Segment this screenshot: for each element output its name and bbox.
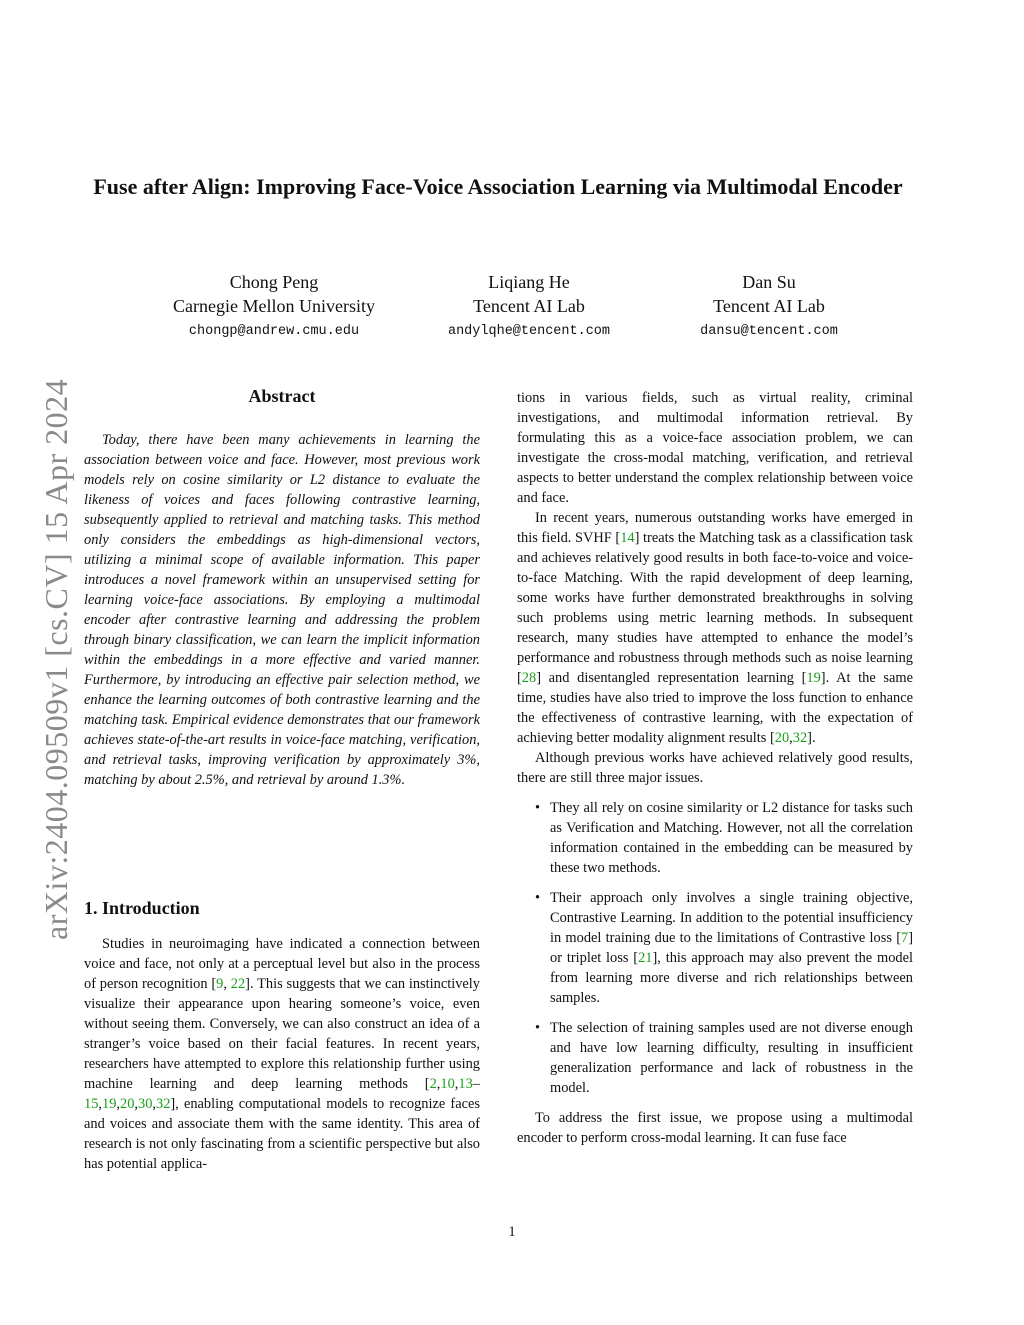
citation-link[interactable]: 10: [440, 1076, 455, 1092]
section-heading-introduction: 1. Introduction: [84, 898, 200, 918]
author: [404, 270, 654, 339]
author: [144, 270, 404, 339]
abstract-text: Today, there have been many achievements in learning the association between voice and face. However, most previous work models rely on cosine similarity or L2 distance to evaluate the likeness of voices and faces following contrastive learning, subsequently applied to retrieval and matching tasks. This method only considers the embeddings as high-dimensional vectors, utilizing a minimal scope of available information. This paper introduces a novel framework within an unsupervised setting for learning voice-face associations. By employing a multimodal encoder after contrastive learning and addressing the problem through binary classification, we can learn the implicit information within the embeddings in a more effective and varied manner. Furthermore, by introducing an effective pair selection method, we enhance the learning outcomes of both contrastive learning and the matching task. Empirical evidence demonstrates that our framework achieves state-of-the-art results in voice-face matching, verification, and retrieval tasks, improving verification by approximately 3%, matching by about 2.5%, and retrieval by around 1.3%.: [84, 432, 480, 788]
body-paragraph: tions in various fields, such as virtual reality, criminal investigations, and multimodal information retrieval. By formulating this as a voice-face association problem, we can investigate the cross-modal matching, verification, and retrieval aspects to better understand the complex relationship between voice and face.: [517, 390, 913, 506]
body-paragraph: To address the first issue, we propose using a multimodal encoder to perform cross-modal learning. It can fuse face: [517, 1110, 913, 1146]
citation-link[interactable]: 13: [458, 1076, 473, 1092]
list-item: • The selection of training samples used are not diverse enough and have low learning difficulty, resulting in insufficient generalization performance and lack of robustness in the model.: [535, 1020, 913, 1096]
author-name: Chong Peng: [229, 272, 319, 292]
list-item: • Their approach only involves a single training objective, Contrastive Learning. In addition to the potential insufficiency in model training due to the limitations of Contrastive loss [7] or triplet loss [21], this approach may also prevent the model from learning more diverse and rich relationships between samples.: [535, 890, 913, 1006]
author-affiliation: Carnegie Mellon University: [173, 296, 375, 316]
arxiv-identifier: arXiv:2404.09509v1 [cs.CV] 15 Apr 2024: [38, 378, 74, 940]
citation-link[interactable]: 32: [792, 730, 808, 746]
citation-link[interactable]: 32: [156, 1096, 171, 1112]
body-paragraph: In recent years, numerous outstanding works have emerged in this field. SVHF [14] treats the Matching task as a classification task and achieves relatively good results in both face-to-voice and voice-to-face Matching. With the rapid development of deep learning, some works have further demonstrated breakthroughs in solving such problems using metric learning methods. In subsequent research, many studies have attempted to enhance the model’s performance and robustness through methods such as noise learning [28] and disentangled representation learning [19]. At the same time, studies have also tried to improve the loss function to enhance the effectiveness of contrastive learning, with the expectation of achieving better modality alignment results [20,32].: [517, 510, 913, 746]
citation-link[interactable]: 21: [638, 950, 653, 966]
citation-link[interactable]: 19: [806, 670, 821, 686]
citation-link[interactable]: 20: [120, 1096, 135, 1112]
page-number: 1: [508, 1224, 516, 1240]
author-email: chongp@andrew.cmu.edu: [188, 324, 360, 339]
introduction-paragraph: Studies in neuroimaging have indicated a connection between voice and face, not only at a perceptual level but also in the process of person recognition [9, 22]. This suggests that we can instinctively visualize their appearance upon hearing someone’s voice, even without seeing them. Conversely, we can also construct an idea of a stranger’s voice based on their facial features. In recent years, researchers have attempted to explore this relationship further using machine learning and deep learning methods [2,10,13–15,19,20,30,32], enabling computational models to recognize faces and voices and associate them with the same identity. This area of research is not only fascinating from a scientific perspective but also has potential applica-: [84, 936, 481, 1172]
author-block: [84, 270, 912, 350]
author-email: dansu@tencent.com: [700, 324, 838, 339]
citation-link[interactable]: 15: [84, 1096, 99, 1112]
issue-list: [517, 798, 913, 1098]
citation-link[interactable]: 30: [138, 1096, 153, 1112]
bullet-icon: •: [535, 800, 541, 816]
abstract-heading: Abstract: [248, 386, 316, 406]
citation-link[interactable]: 20: [774, 730, 790, 746]
author-name: Liqiang He: [488, 272, 570, 292]
citation-link[interactable]: 9: [216, 976, 224, 992]
citation-link[interactable]: 19: [102, 1096, 117, 1112]
body-paragraph: Although previous works have achieved relatively good results, there are still three major issues.: [517, 750, 913, 786]
citation-link[interactable]: 28: [521, 670, 537, 686]
author-name: Dan Su: [742, 272, 796, 292]
list-item: • They all rely on cosine similarity or L2 distance for tasks such as Verification and Matching. However, not all the correlation information contained in the embedding can be measured by these two methods.: [535, 800, 913, 876]
bullet-icon: •: [535, 1020, 541, 1036]
author-affiliation: Tencent AI Lab: [713, 296, 825, 316]
author-affiliation: Tencent AI Lab: [473, 296, 585, 316]
citation-link[interactable]: 7: [901, 930, 909, 946]
author: [644, 270, 894, 339]
left-column: [84, 384, 481, 1172]
right-column: [517, 388, 913, 1148]
paper-title: Fuse after Align: Improving Face-Voice Association Learning via Multimodal Encoder: [93, 174, 903, 199]
bullet-icon: •: [535, 890, 541, 906]
citation-link[interactable]: 14: [620, 530, 635, 546]
citation-link[interactable]: 2: [429, 1076, 437, 1092]
author-email: andylqhe@tencent.com: [447, 324, 611, 339]
citation-link[interactable]: 22: [230, 976, 246, 992]
